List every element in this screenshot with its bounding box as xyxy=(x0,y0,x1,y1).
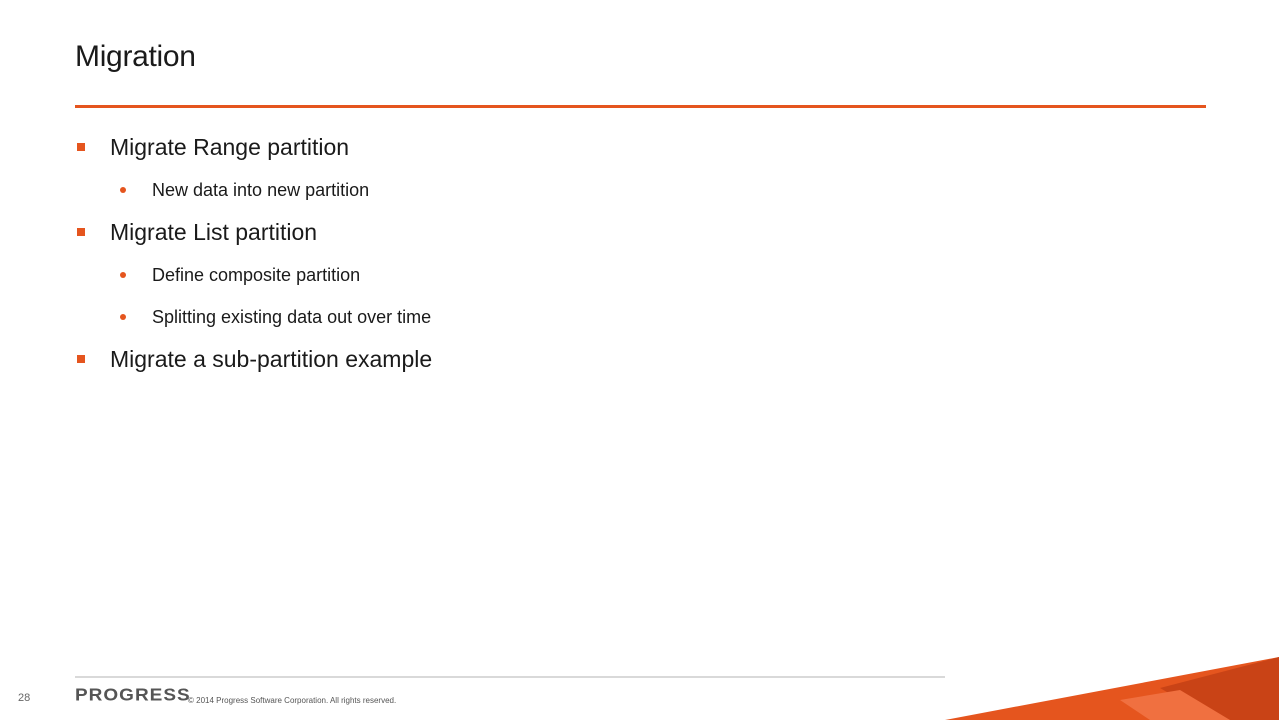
progress-logo: PROGRESS xyxy=(75,686,191,705)
slide-title: Migration xyxy=(75,40,196,73)
bullet-text: Migrate Range partition xyxy=(110,134,350,160)
bullet-text: Migrate a sub-partition example xyxy=(110,346,433,372)
sub-bullet-text: Splitting existing data out over time xyxy=(152,307,432,327)
bullet-text: Migrate List partition xyxy=(110,219,318,245)
copyright-notice: © 2014 Progress Software Corporation. All rights reserved. xyxy=(188,696,397,705)
page-number: 28 xyxy=(18,692,31,704)
sub-bullet-text: Define composite partition xyxy=(152,265,361,285)
sub-bullet-text: New data into new partition xyxy=(152,180,370,200)
